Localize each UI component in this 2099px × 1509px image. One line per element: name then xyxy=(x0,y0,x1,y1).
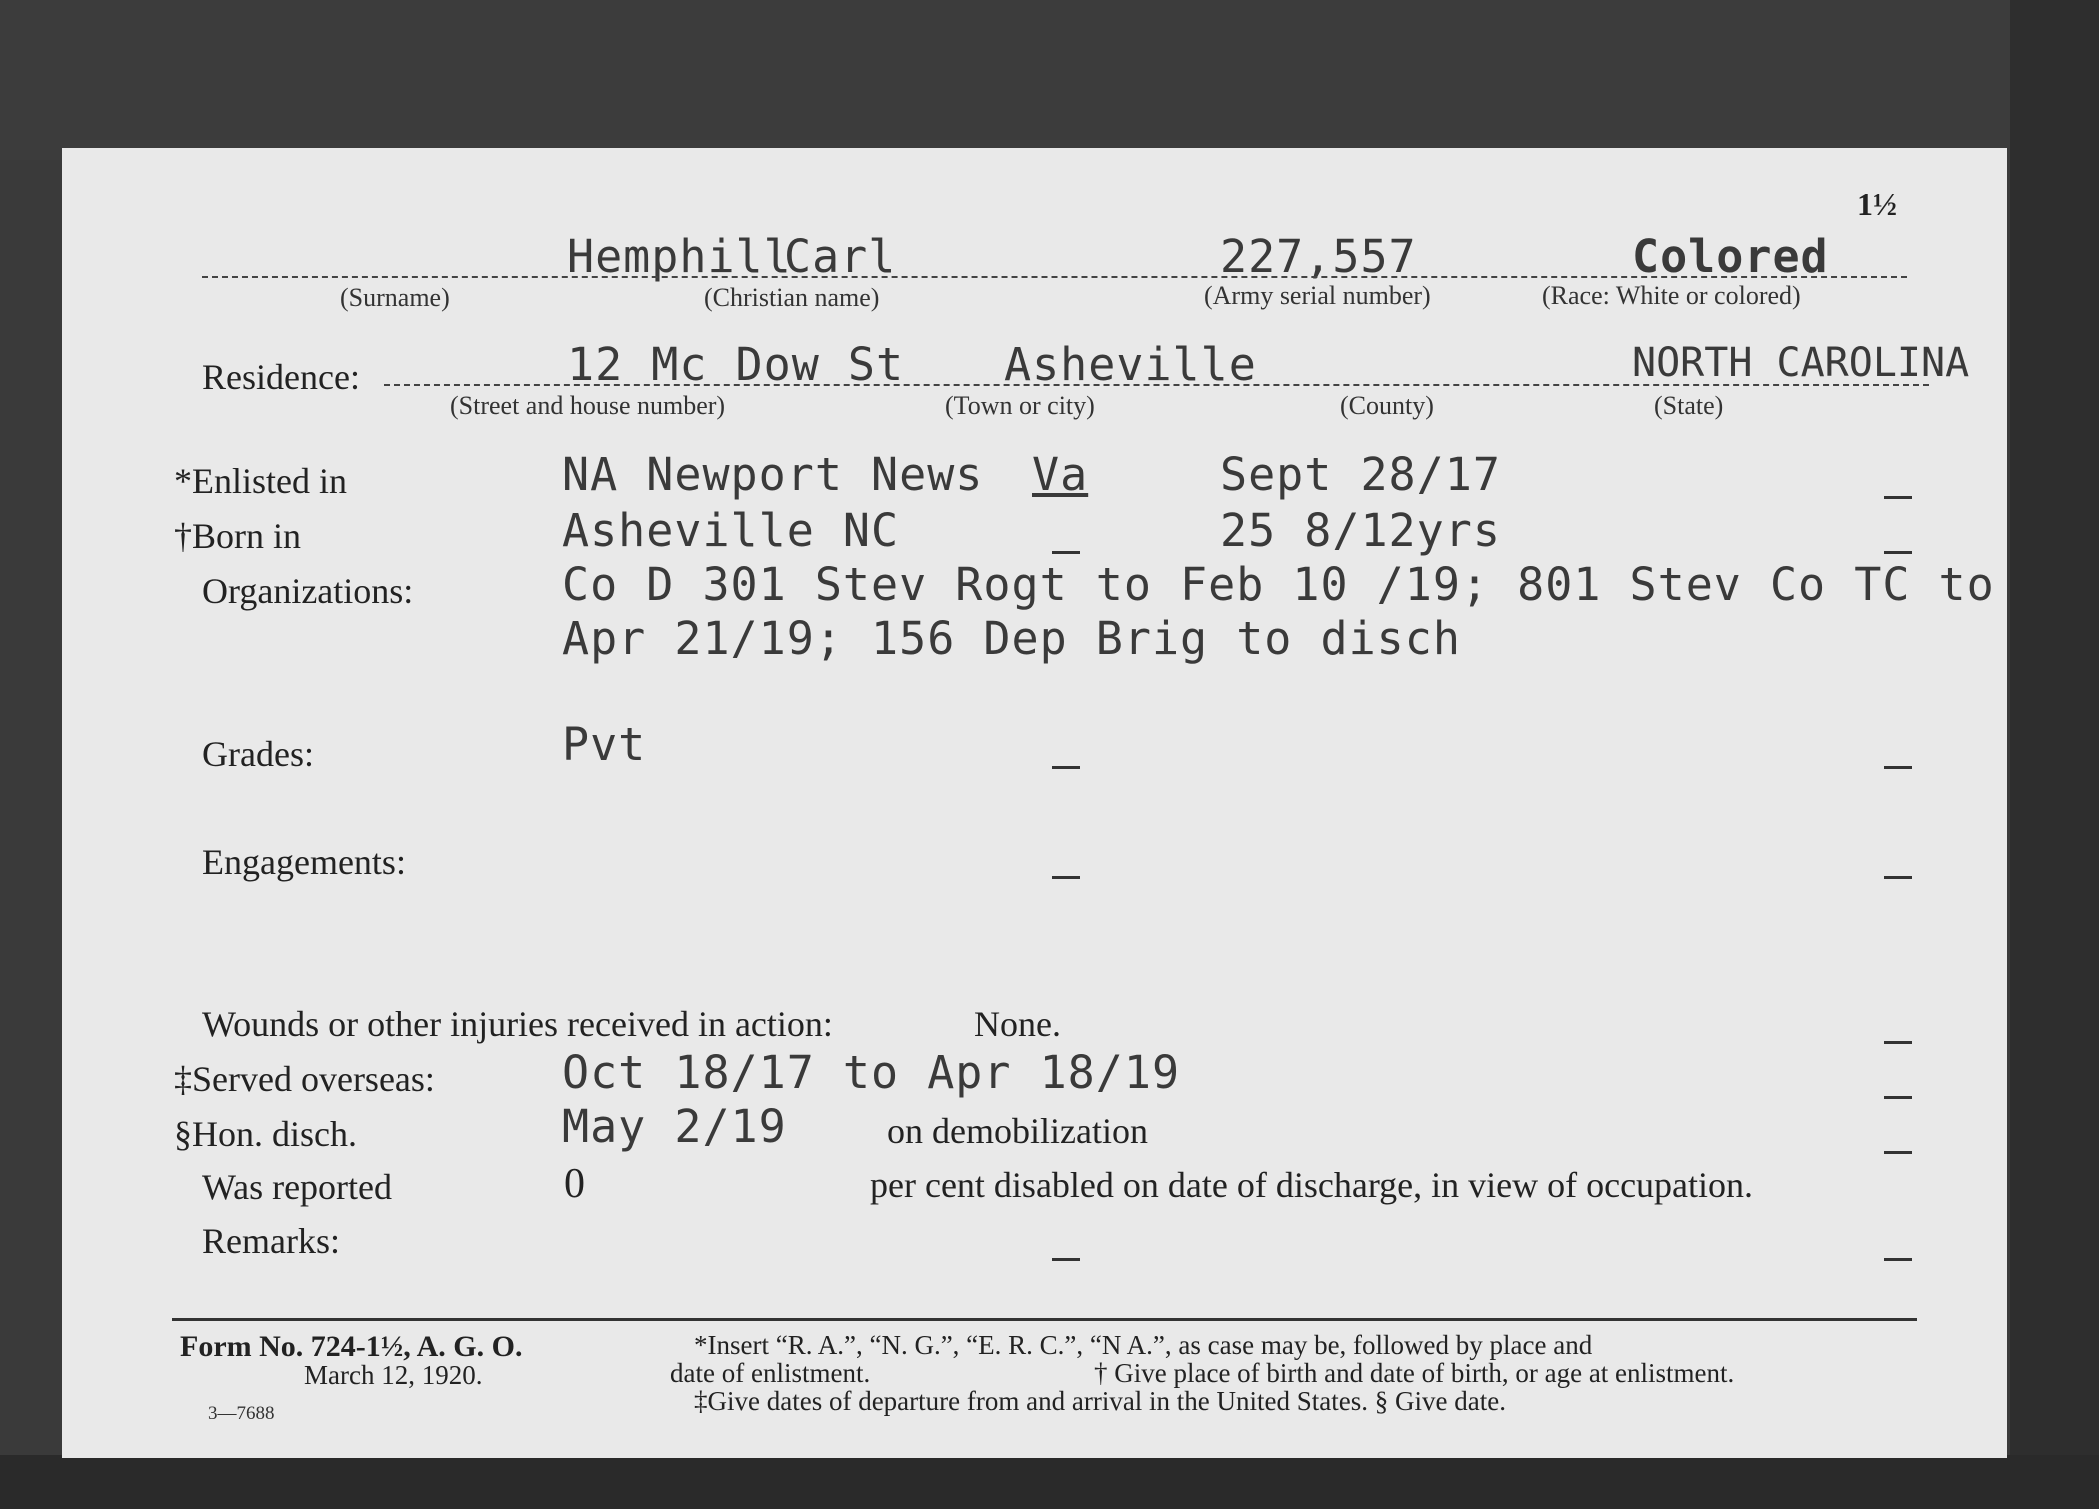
street-caption: (Street and house number) xyxy=(450,391,726,420)
residence-street: 12 Mc Dow St xyxy=(567,338,905,391)
christian-name-value: Carl xyxy=(784,230,897,283)
footnote-2b: † Give place of birth and date of birth, or age at enlistment. xyxy=(1094,1358,1735,1388)
race-value: Colored xyxy=(1632,230,1829,283)
scanner-background-right xyxy=(2010,0,2099,1509)
grades-label: Grades: xyxy=(202,734,314,774)
grades-value: Pvt xyxy=(562,718,647,771)
organizations-line-2: Apr 21/19; 156 Dep Brig to disch xyxy=(562,612,1461,665)
enlisted-label: *Enlisted in xyxy=(174,461,347,501)
discharge-label: §Hon. disch. xyxy=(174,1114,357,1154)
discharge-date: May 2/19 xyxy=(562,1100,787,1153)
remarks-dash-mid xyxy=(1052,1258,1080,1261)
remarks-dash xyxy=(1884,1258,1912,1261)
christian-caption: (Christian name) xyxy=(704,283,880,312)
born-dash xyxy=(1884,551,1912,554)
engagements-dash-mid xyxy=(1052,876,1080,879)
residence-line xyxy=(384,384,1929,386)
residence-town: Asheville xyxy=(1004,338,1257,391)
organizations-label: Organizations: xyxy=(202,571,414,611)
surname-caption: (Surname) xyxy=(340,283,450,312)
enlisted-place: NA Newport News xyxy=(562,448,984,501)
footnote-3: ‡Give dates of departure from and arrival in the United States. § Give date. xyxy=(694,1386,1506,1416)
wounds-label: Wounds or other injuries received in action: xyxy=(202,1004,833,1044)
service-record-card xyxy=(62,148,2007,1458)
footer-rule xyxy=(172,1318,1917,1321)
form-number: Form No. 724-1½, A. G. O. xyxy=(180,1330,523,1363)
corner-mark: 1½ xyxy=(1857,186,1897,222)
scanner-background-bottom xyxy=(0,1455,2099,1509)
wounds-value: None. xyxy=(974,1004,1061,1044)
engagements-label: Engagements: xyxy=(202,842,406,882)
print-code: 3—7688 xyxy=(208,1403,275,1424)
footnote-1: *Insert “R. A.”, “N. G.”, “E. R. C.”, “N A.”, as case may be, followed by place and xyxy=(694,1330,1593,1360)
discharge-dash xyxy=(1884,1151,1912,1154)
scanner-background-top xyxy=(0,0,2099,160)
overseas-label: ‡Served overseas: xyxy=(174,1059,435,1099)
header-line xyxy=(202,276,1907,278)
engagements-dash xyxy=(1884,876,1912,879)
form-date: March 12, 1920. xyxy=(304,1360,483,1390)
county-caption: (County) xyxy=(1340,391,1434,420)
reported-label: Was reported xyxy=(202,1167,393,1207)
residence-label: Residence: xyxy=(202,357,360,397)
town-caption: (Town or city) xyxy=(945,391,1095,420)
enlisted-date: Sept 28/17 xyxy=(1220,448,1501,501)
reported-value: 0 xyxy=(564,1161,585,1207)
serial-number-value: 227,557 xyxy=(1220,230,1417,283)
race-caption: (Race: White or colored) xyxy=(1542,281,1801,310)
discharge-reason: on demobilization xyxy=(887,1111,1148,1151)
born-dash-mid xyxy=(1052,551,1080,554)
grades-dash xyxy=(1884,766,1912,769)
grades-dash-mid xyxy=(1052,766,1080,769)
wounds-dash xyxy=(1884,1041,1912,1044)
overseas-value: Oct 18/17 to Apr 18/19 xyxy=(562,1046,1181,1099)
born-label: †Born in xyxy=(174,516,302,556)
organizations-line-1: Co D 301 Stev Rogt to Feb 10 /19; 801 Stev Co TC to xyxy=(562,558,1995,611)
state-caption: (State) xyxy=(1654,391,1724,420)
overseas-dash xyxy=(1884,1096,1912,1099)
born-place: Asheville NC xyxy=(562,504,900,557)
enlisted-state: Va xyxy=(1032,448,1089,501)
footnote-2a: date of enlistment. xyxy=(670,1358,871,1388)
reported-text: per cent disabled on date of discharge, in view of occupation. xyxy=(870,1165,1754,1205)
born-age: 25 8/12yrs xyxy=(1220,504,1501,557)
enlisted-dash xyxy=(1884,496,1912,499)
remarks-label: Remarks: xyxy=(202,1221,340,1261)
surname-value: Hemphill xyxy=(567,230,792,283)
residence-state: NORTH CAROLINA xyxy=(1632,340,1970,386)
serial-caption: (Army serial number) xyxy=(1204,281,1431,310)
